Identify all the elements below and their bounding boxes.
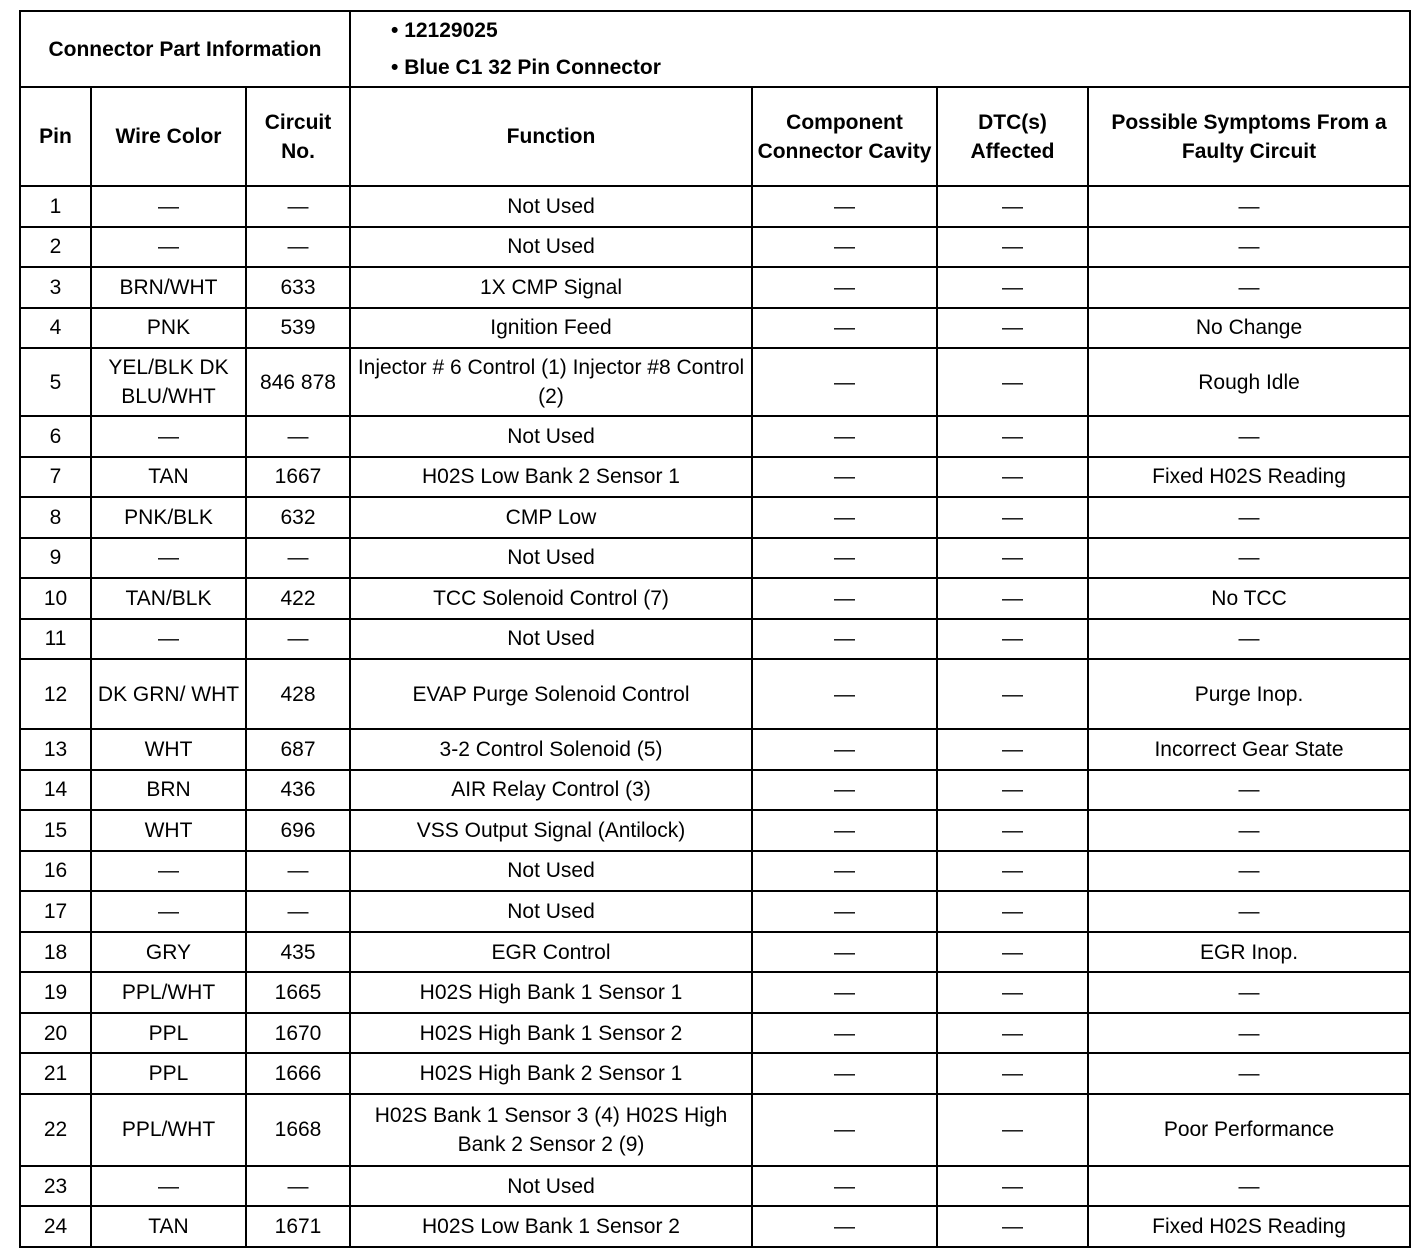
column-header-row <box>20 87 1410 186</box>
circuit-cell: — <box>246 851 350 892</box>
symptom-cell: EGR Inop. <box>1088 932 1410 973</box>
pin-cell: 1 <box>20 186 91 227</box>
pin-cell: 7 <box>20 457 91 498</box>
pin-cell: 17 <box>20 891 91 932</box>
col-header-component-cavity: Component Connector Cavity <box>752 87 937 186</box>
table-row <box>20 1094 1410 1166</box>
symptom-cell: — <box>1088 538 1410 579</box>
cavity-cell: — <box>752 891 937 932</box>
cavity-cell: — <box>752 851 937 892</box>
wire-color-cell: — <box>91 416 246 457</box>
dtc-cell: — <box>937 1013 1088 1054</box>
wire-color-cell: — <box>91 227 246 268</box>
dtc-cell: — <box>937 186 1088 227</box>
circuit-cell: — <box>246 1166 350 1207</box>
wire-color-cell: PPL/WHT <box>91 1094 246 1166</box>
function-cell: EGR Control <box>350 932 752 973</box>
table-row <box>20 538 1410 579</box>
connector-info-values <box>350 11 1410 87</box>
table-row <box>20 932 1410 973</box>
circuit-cell: 422 <box>246 578 350 619</box>
pin-cell: 14 <box>20 770 91 811</box>
dtc-cell: — <box>937 770 1088 811</box>
col-header-symptoms: Possible Symptoms From a Faulty Circuit <box>1088 87 1410 186</box>
circuit-cell: 428 <box>246 659 350 729</box>
pin-cell: 4 <box>20 308 91 349</box>
symptom-cell: — <box>1088 1053 1410 1094</box>
cavity-cell: — <box>752 457 937 498</box>
cavity-cell: — <box>752 1013 937 1054</box>
circuit-cell: 633 <box>246 267 350 308</box>
pin-rows <box>20 186 1410 1247</box>
pin-cell: 12 <box>20 659 91 729</box>
function-cell: Not Used <box>350 1166 752 1207</box>
table-row <box>20 267 1410 308</box>
wire-color-cell: PNK <box>91 308 246 349</box>
cavity-cell: — <box>752 1094 937 1166</box>
table-row <box>20 457 1410 498</box>
circuit-cell: 846 878 <box>246 348 350 416</box>
symptom-cell: — <box>1088 1166 1410 1207</box>
function-cell: H02S Low Bank 2 Sensor 1 <box>350 457 752 498</box>
cavity-cell: — <box>752 810 937 851</box>
cavity-cell: — <box>752 659 937 729</box>
wire-color-cell: PPL <box>91 1013 246 1054</box>
function-cell: Ignition Feed <box>350 308 752 349</box>
symptom-cell: — <box>1088 972 1410 1013</box>
part-number: 12129025 <box>404 19 498 42</box>
cavity-cell: — <box>752 619 937 660</box>
pin-cell: 15 <box>20 810 91 851</box>
function-cell: Injector # 6 Control (1) Injector #8 Control (2) <box>350 348 752 416</box>
table-row <box>20 770 1410 811</box>
wire-color-cell: TAN <box>91 1206 246 1247</box>
symptom-cell: — <box>1088 770 1410 811</box>
table-row <box>20 1013 1410 1054</box>
cavity-cell: — <box>752 308 937 349</box>
function-cell: EVAP Purge Solenoid Control <box>350 659 752 729</box>
wire-color-cell: TAN <box>91 457 246 498</box>
symptom-cell: — <box>1088 810 1410 851</box>
symptom-cell: — <box>1088 619 1410 660</box>
table-row <box>20 1053 1410 1094</box>
circuit-cell: 1666 <box>246 1053 350 1094</box>
table-row <box>20 348 1410 416</box>
pin-cell: 5 <box>20 348 91 416</box>
pin-cell: 8 <box>20 497 91 538</box>
dtc-cell: — <box>937 538 1088 579</box>
wire-color-cell: BRN/WHT <box>91 267 246 308</box>
wire-color-cell: WHT <box>91 810 246 851</box>
connector-info-label: Connector Part Information <box>20 11 350 87</box>
dtc-cell: — <box>937 457 1088 498</box>
wire-color-cell: — <box>91 538 246 579</box>
circuit-cell: 1665 <box>246 972 350 1013</box>
circuit-cell: — <box>246 891 350 932</box>
circuit-cell: 696 <box>246 810 350 851</box>
dtc-cell: — <box>937 851 1088 892</box>
dtc-cell: — <box>937 810 1088 851</box>
wire-color-cell: YEL/BLK DK BLU/WHT <box>91 348 246 416</box>
table-row <box>20 972 1410 1013</box>
wire-color-cell: — <box>91 186 246 227</box>
pin-cell: 22 <box>20 1094 91 1166</box>
circuit-cell: 436 <box>246 770 350 811</box>
wire-color-cell: TAN/BLK <box>91 578 246 619</box>
symptom-cell: — <box>1088 186 1410 227</box>
pin-cell: 24 <box>20 1206 91 1247</box>
dtc-cell: — <box>937 267 1088 308</box>
function-cell: 3-2 Control Solenoid (5) <box>350 729 752 770</box>
wire-color-cell: — <box>91 619 246 660</box>
symptom-cell: Purge Inop. <box>1088 659 1410 729</box>
symptom-cell: — <box>1088 497 1410 538</box>
symptom-cell: — <box>1088 851 1410 892</box>
circuit-cell: 435 <box>246 932 350 973</box>
function-cell: H02S High Bank 1 Sensor 1 <box>350 972 752 1013</box>
dtc-cell: — <box>937 1166 1088 1207</box>
function-cell: Not Used <box>350 227 752 268</box>
circuit-cell: 539 <box>246 308 350 349</box>
pin-cell: 10 <box>20 578 91 619</box>
function-cell: VSS Output Signal (Antilock) <box>350 810 752 851</box>
pin-cell: 21 <box>20 1053 91 1094</box>
symptom-cell: — <box>1088 1013 1410 1054</box>
symptom-cell: Fixed H02S Reading <box>1088 1206 1410 1247</box>
pin-cell: 2 <box>20 227 91 268</box>
table-row <box>20 578 1410 619</box>
table-row <box>20 891 1410 932</box>
wire-color-cell: PPL/WHT <box>91 972 246 1013</box>
cavity-cell: — <box>752 497 937 538</box>
pin-cell: 19 <box>20 972 91 1013</box>
function-cell: H02S High Bank 1 Sensor 2 <box>350 1013 752 1054</box>
pin-cell: 16 <box>20 851 91 892</box>
cavity-cell: — <box>752 186 937 227</box>
function-cell: Not Used <box>350 538 752 579</box>
wire-color-cell: — <box>91 891 246 932</box>
cavity-cell: — <box>752 770 937 811</box>
col-header-dtc: DTC(s) Affected <box>937 87 1088 186</box>
dtc-cell: — <box>937 972 1088 1013</box>
dtc-cell: — <box>937 416 1088 457</box>
table-row <box>20 851 1410 892</box>
cavity-cell: — <box>752 932 937 973</box>
wire-color-cell: GRY <box>91 932 246 973</box>
wire-color-cell: DK GRN/ WHT <box>91 659 246 729</box>
table-row <box>20 227 1410 268</box>
function-cell: 1X CMP Signal <box>350 267 752 308</box>
cavity-cell: — <box>752 578 937 619</box>
function-cell: H02S Bank 1 Sensor 3 (4) H02S High Bank 2 Sensor 2 (9) <box>350 1094 752 1166</box>
cavity-cell: — <box>752 1166 937 1207</box>
table-row <box>20 659 1410 729</box>
pin-cell: 9 <box>20 538 91 579</box>
circuit-cell: 1668 <box>246 1094 350 1166</box>
table-row <box>20 308 1410 349</box>
pin-cell: 6 <box>20 416 91 457</box>
table-row <box>20 186 1410 227</box>
dtc-cell: — <box>937 619 1088 660</box>
wire-color-cell: WHT <box>91 729 246 770</box>
function-cell: Not Used <box>350 416 752 457</box>
dtc-cell: — <box>937 729 1088 770</box>
symptom-cell: Rough Idle <box>1088 348 1410 416</box>
table-row <box>20 619 1410 660</box>
dtc-cell: — <box>937 932 1088 973</box>
col-header-circuit-no: Circuit No. <box>246 87 350 186</box>
cavity-cell: — <box>752 972 937 1013</box>
connector-pinout-table <box>19 10 1411 1248</box>
connector-info-row <box>20 11 1410 87</box>
col-header-wire-color: Wire Color <box>91 87 246 186</box>
cavity-cell: — <box>752 1206 937 1247</box>
function-cell: TCC Solenoid Control (7) <box>350 578 752 619</box>
function-cell: Not Used <box>350 186 752 227</box>
cavity-cell: — <box>752 267 937 308</box>
function-cell: AIR Relay Control (3) <box>350 770 752 811</box>
function-cell: Not Used <box>350 619 752 660</box>
wire-color-cell: PNK/BLK <box>91 497 246 538</box>
function-cell: Not Used <box>350 851 752 892</box>
table-row <box>20 729 1410 770</box>
function-cell: CMP Low <box>350 497 752 538</box>
dtc-cell: — <box>937 1094 1088 1166</box>
circuit-cell: — <box>246 227 350 268</box>
wire-color-cell: — <box>91 851 246 892</box>
symptom-cell: No TCC <box>1088 578 1410 619</box>
col-header-function: Function <box>350 87 752 186</box>
cavity-cell: — <box>752 538 937 579</box>
dtc-cell: — <box>937 348 1088 416</box>
cavity-cell: — <box>752 227 937 268</box>
cavity-cell: — <box>752 1053 937 1094</box>
dtc-cell: — <box>937 578 1088 619</box>
function-cell: H02S Low Bank 1 Sensor 2 <box>350 1206 752 1247</box>
circuit-cell: — <box>246 186 350 227</box>
col-header-pin: Pin <box>20 87 91 186</box>
dtc-cell: — <box>937 497 1088 538</box>
dtc-cell: — <box>937 227 1088 268</box>
pin-cell: 11 <box>20 619 91 660</box>
table-row <box>20 497 1410 538</box>
function-cell: H02S High Bank 2 Sensor 1 <box>350 1053 752 1094</box>
circuit-cell: — <box>246 538 350 579</box>
part-number-line: • 12129025 <box>391 19 498 42</box>
dtc-cell: — <box>937 659 1088 729</box>
circuit-cell: 1667 <box>246 457 350 498</box>
symptom-cell: Incorrect Gear State <box>1088 729 1410 770</box>
symptom-cell: — <box>1088 227 1410 268</box>
circuit-cell: 1670 <box>246 1013 350 1054</box>
circuit-cell: 632 <box>246 497 350 538</box>
table-row <box>20 1166 1410 1207</box>
dtc-cell: — <box>937 308 1088 349</box>
table-row <box>20 810 1410 851</box>
circuit-cell: 687 <box>246 729 350 770</box>
wire-color-cell: PPL <box>91 1053 246 1094</box>
symptom-cell: — <box>1088 891 1410 932</box>
pin-cell: 20 <box>20 1013 91 1054</box>
connector-description: Blue C1 32 Pin Connector <box>404 56 661 79</box>
wire-color-cell: — <box>91 1166 246 1207</box>
pin-cell: 18 <box>20 932 91 973</box>
pin-cell: 3 <box>20 267 91 308</box>
circuit-cell: — <box>246 416 350 457</box>
cavity-cell: — <box>752 348 937 416</box>
circuit-cell: — <box>246 619 350 660</box>
symptom-cell: Fixed H02S Reading <box>1088 457 1410 498</box>
function-cell: Not Used <box>350 891 752 932</box>
dtc-cell: — <box>937 1206 1088 1247</box>
pin-cell: 23 <box>20 1166 91 1207</box>
connector-description-line: • Blue C1 32 Pin Connector <box>391 56 661 79</box>
symptom-cell: Poor Performance <box>1088 1094 1410 1166</box>
circuit-cell: 1671 <box>246 1206 350 1247</box>
symptom-cell: No Change <box>1088 308 1410 349</box>
symptom-cell: — <box>1088 267 1410 308</box>
cavity-cell: — <box>752 729 937 770</box>
table-row <box>20 416 1410 457</box>
cavity-cell: — <box>752 416 937 457</box>
pin-cell: 13 <box>20 729 91 770</box>
dtc-cell: — <box>937 1053 1088 1094</box>
dtc-cell: — <box>937 891 1088 932</box>
wire-color-cell: BRN <box>91 770 246 811</box>
symptom-cell: — <box>1088 416 1410 457</box>
table-row <box>20 1206 1410 1247</box>
